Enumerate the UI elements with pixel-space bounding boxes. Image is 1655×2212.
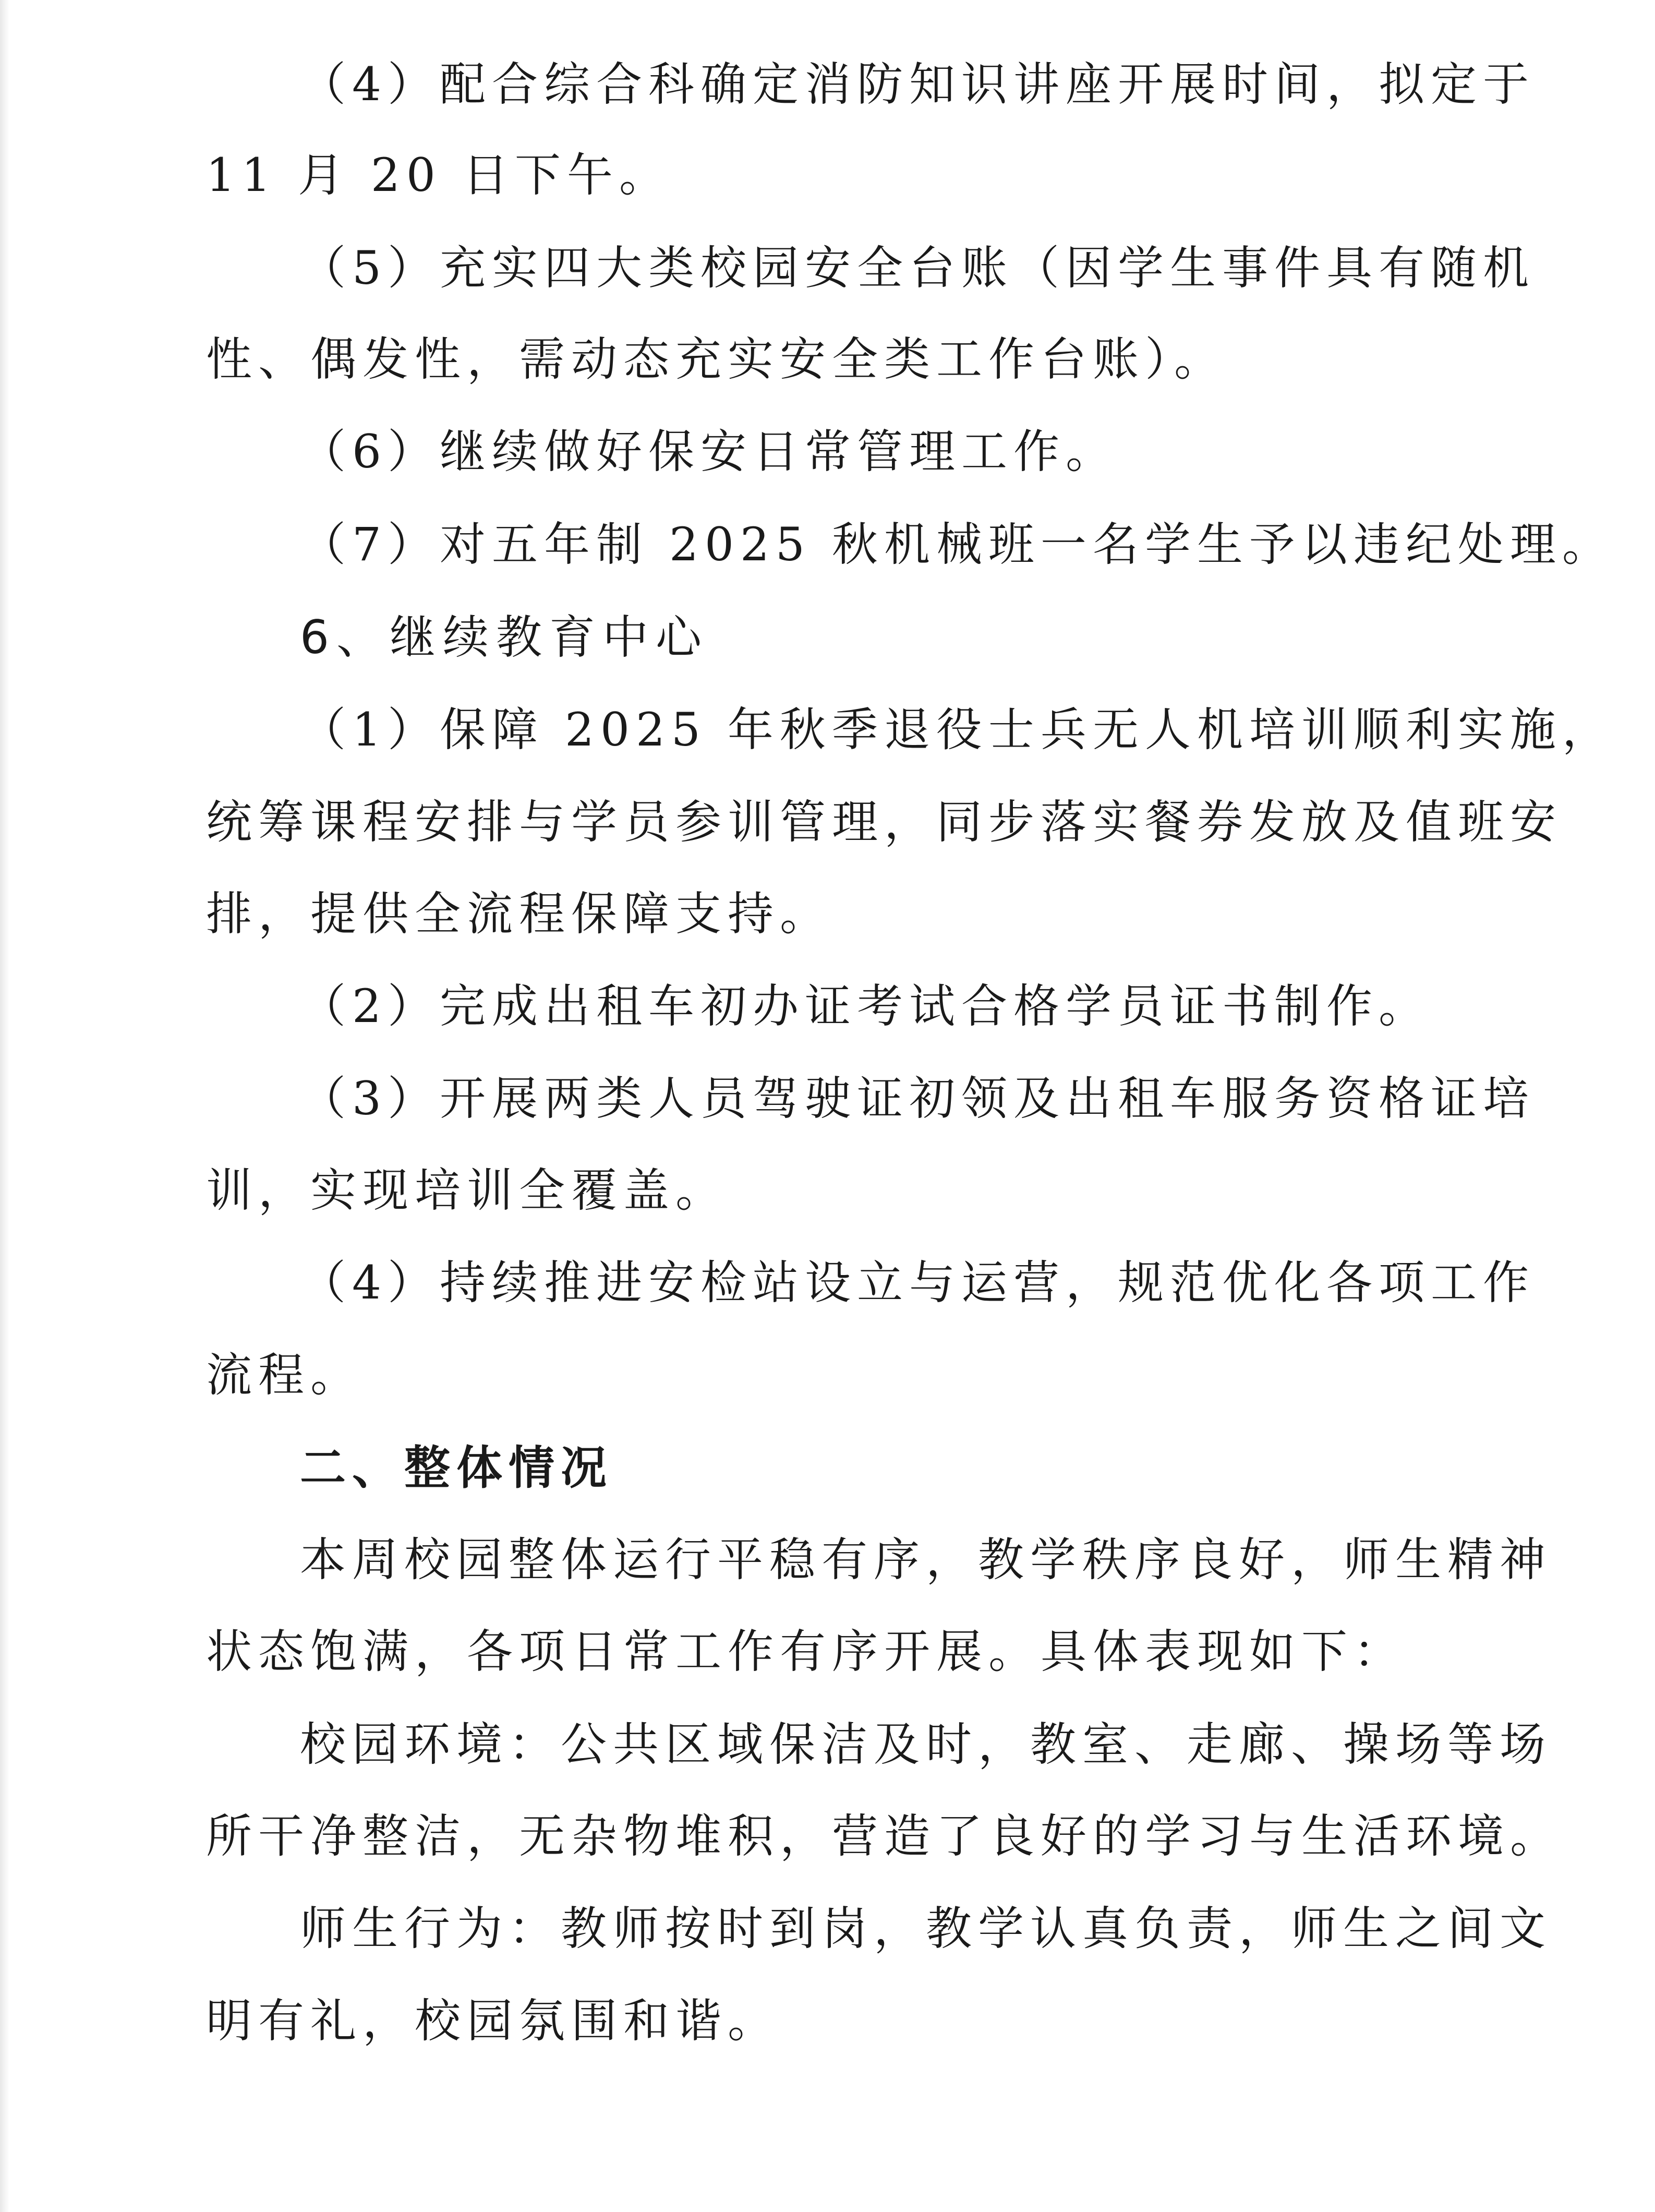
item-4-fire-lecture-line-1: （4）配合综合科确定消防知识讲座开展时间，拟定于	[300, 57, 1535, 111]
item-4-fire-lecture-line-2: 11 月 20 日下午。	[206, 148, 671, 202]
ce-item-3-line-2: 训，实现培训全覆盖。	[206, 1163, 728, 1217]
section-6-continuing-education-heading: 6、继续教育中心	[300, 610, 709, 664]
overall-intro-line-1: 本周校园整体运行平稳有序，教学秩序良好，师生精神	[300, 1533, 1552, 1586]
ce-item-1-line-1: （1）保障 2025 年秋季退役士兵无人机培训顺利实施，	[300, 703, 1614, 756]
item-5-safety-ledger-line-1: （5）充实四大类校园安全台账（因学生事件具有随机	[300, 241, 1535, 295]
ce-item-4-line-1: （4）持续推进安检站设立与运营，规范优化各项工作	[300, 1256, 1535, 1309]
scan-edge-shadow	[0, 0, 9, 2212]
section-2-overall-heading: 二、整体情况	[300, 1441, 613, 1495]
item-7-discipline: （7）对五年制 2025 秋机械班一名学生予以违纪处理。	[300, 518, 1614, 571]
ce-item-1-line-2: 统筹课程安排与学员参训管理，同步落实餐券发放及值班安	[206, 795, 1563, 849]
ce-item-1-line-3: 排，提供全流程保障支持。	[206, 887, 832, 941]
ce-item-4-line-2: 流程。	[206, 1348, 363, 1402]
teacher-student-behavior-line-1: 师生行为：教师按时到岗，教学认真负责，师生之间文	[300, 1902, 1552, 1955]
campus-environment-line-2: 所干净整洁，无杂物堆积，营造了良好的学习与生活环境。	[206, 1809, 1563, 1863]
item-5-safety-ledger-line-2: 性、偶发性，需动态充实安全类工作台账）。	[206, 332, 1227, 386]
ce-item-3-line-1: （3）开展两类人员驾驶证初领及出租车服务资格证培	[300, 1072, 1535, 1125]
campus-environment-line-1: 校园环境：公共区域保洁及时，教室、走廊、操场等场	[300, 1717, 1552, 1771]
ce-item-2: （2）完成出租车初办证考试合格学员证书制作。	[300, 979, 1431, 1033]
overall-intro-line-2: 状态饱满，各项日常工作有序开展。具体表现如下：	[206, 1625, 1406, 1678]
teacher-student-behavior-line-2: 明有礼，校园氛围和谐。	[206, 1994, 780, 2048]
item-6-security-guard: （6）继续做好保安日常管理工作。	[300, 425, 1118, 478]
